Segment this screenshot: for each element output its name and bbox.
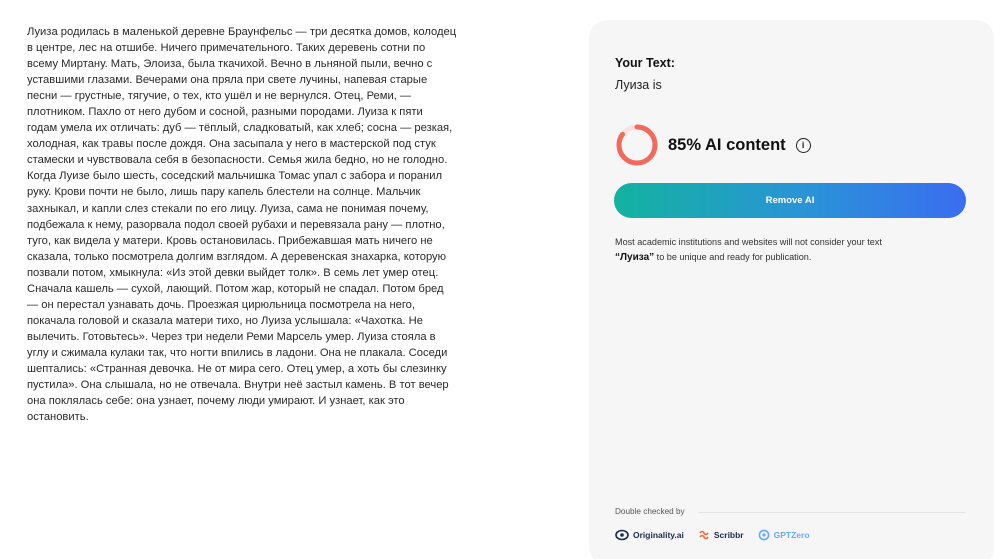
partner-logos [615, 528, 824, 542]
score-ring-fill [619, 127, 655, 163]
originality-icon [615, 529, 629, 541]
note-suffix: to be unique and ready for publication. [654, 252, 812, 262]
double-checked-label: Double checked by [615, 507, 685, 516]
document-line: шептались: «Странная девочка. Не от мира сего. Отец умер, а хоть бы слезинку [27, 362, 447, 375]
document-line: позвали потом, хмыкнула: «Из этой девки выйдет толк». В семь лет умер отец. [27, 266, 439, 279]
document-text [27, 24, 502, 425]
document-line: пустила». Она слышала, но не отвечала. Внутри неё застыл камень. В тот вечер [27, 379, 449, 392]
document-line: — он перестал узнавать дочь. Проезжая цирюльница посмотрела на него, [27, 298, 416, 311]
document-line: Сначала кашель — сухой, лающий. Потом жар, который не спадал. Потом бред [27, 282, 444, 295]
document-line: песни — грустные, тягучие, о тех, кто ушёл и не вернулся. Отец, Реми, — [27, 90, 412, 103]
scribbr-icon [698, 529, 710, 541]
document-line: холодная, как травы после дождя. Она засыпала у него в мастерской под стук [27, 138, 436, 151]
document-line: углу и сжимала кулаки так, что ногти впились в ладони. Она не плакала. Соседи [27, 346, 448, 359]
document-line: покачала головой и сказала матери тихо, но Луиза услышала: «Чахотка. Не [27, 314, 423, 327]
your-text-value: Луиза is [615, 78, 662, 92]
partner-scribbr-label: Scribbr [713, 530, 744, 540]
document-line: захныкал, и капли слез стекали по его лицу. Луиза, сама не понимая почему, [27, 202, 429, 215]
divider [699, 512, 965, 513]
document-line: уставшими глазами. Вечерами она пряла при свете лучины, напевая старые [27, 74, 428, 87]
partner-originality [615, 529, 684, 541]
document-line: плотником. Пахло от него дубом и сосной, разными породами. Луиза к пяти [27, 106, 423, 119]
remove-ai-button[interactable]: Remove AI [614, 183, 966, 218]
publication-note [615, 235, 965, 265]
ai-detection-panel [589, 20, 994, 559]
partner-gptzero-label: GPTZero [773, 530, 810, 540]
gptzero-icon [758, 529, 770, 541]
document-line: всему Миртану. Мать, Элоиза, была ткачихой. Вечно в льняной пыли, вечно с [27, 58, 433, 71]
partner-scribbr [698, 529, 744, 541]
note-quote: “Луиза” [615, 252, 655, 263]
partner-originality-label: Originality.ai [633, 530, 684, 540]
partner-gptzero [758, 529, 810, 541]
document-line: Когда Луизе было шесть, соседский мальчишка Томас упал с забора и поранил [27, 170, 442, 183]
document-line: стамески и чувствовала себя в безопасности. Семья жила бедно, но не голодно. [27, 154, 448, 167]
document-line: остановить. [27, 411, 89, 424]
document-line: в центре, лес на отшибе. Ничего примечательного. Таких деревень сотни по [27, 42, 426, 55]
info-icon[interactable]: i [796, 138, 811, 153]
document-line: туго, как видела у матери. Кровь остановилась. Прибежавшая мать ничего не [27, 234, 433, 247]
document-line: руку. Крови почти не было, лишь пару капель блестели на солнце. Мальчик [27, 186, 421, 199]
document-line: она поклялась себе: она узнает, почему люди умирают. И узнает, как это [27, 395, 405, 408]
note-prefix: Most academic institutions and websites will not consider your text [615, 237, 882, 247]
ai-score-label: 85% AI content [668, 135, 786, 154]
document-line: сказала, только посмотрела долгим взглядом. А деревенская знахарка, которую [27, 250, 447, 263]
score-ring [615, 123, 659, 167]
document-line: подбежала к нему, разорвала подол своей рубахи и перевязала рану — плотно, [27, 218, 445, 231]
ai-score [615, 122, 811, 168]
document-line: Луиза родилась в маленькой деревне Браунфельс — три десятка домов, колодец [27, 26, 457, 38]
document-line: вылечить. Готовьтесь». Через три недели Реми Марсель умер. Луиза стояла в [27, 330, 436, 343]
your-text-label: Your Text: [615, 56, 675, 70]
document-line: годам умела их отличать: дуб — тёплый, сладковатый, как хлеб; сосна — резкая, [27, 122, 453, 135]
